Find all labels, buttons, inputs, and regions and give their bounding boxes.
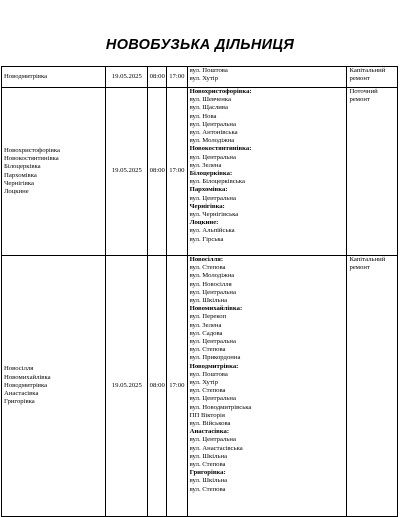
start-time-cell: 08:00 [148, 88, 167, 256]
street-name: вул. Степова [189, 461, 226, 469]
street-name: вул. Перекоп [189, 313, 227, 321]
settlement-name: Новосілля [4, 365, 34, 373]
table-row [2, 88, 398, 256]
street-name: вул. Щаслива [189, 104, 228, 112]
settlements-cell [2, 67, 106, 88]
street-name: вул. Прикордонна [189, 354, 241, 362]
street-name: вул. Зелена [189, 161, 222, 169]
street-name: вул. Новодмитрівська [189, 403, 252, 411]
streets-cell [187, 67, 347, 88]
settlement-heading: Лоцкине: [189, 219, 219, 227]
work-type-cell: Капітальний ремонт [347, 67, 398, 88]
settlement-heading: Новомихайлівка: [189, 305, 243, 313]
date-cell: 19.05.2025 [106, 88, 148, 256]
street-name: вул. Степова [189, 264, 226, 272]
settlement-heading: Новодмитрівка: [189, 362, 239, 370]
date-cell: 19.05.2025 [106, 67, 148, 88]
settlement-name: Новохристофорівка [4, 146, 61, 154]
settlement-name: Григорівка [4, 398, 35, 406]
settlement-name: Новодмитрівка [4, 72, 48, 80]
settlements-cell [2, 88, 106, 256]
settlement-name: Лоцкине [4, 187, 29, 195]
date-cell: 19.05.2025 [106, 256, 148, 517]
settlement-heading: Білоцерківка: [189, 170, 233, 178]
street-name: вул. Чернігівська [189, 211, 239, 219]
work-type-cell: Капітальний ремонт [347, 256, 398, 517]
street-name: вул. Новосілля [189, 280, 232, 288]
streets-cell [187, 88, 347, 256]
street-name: вул. Нова [189, 112, 217, 120]
street-name: вул. Зелена [189, 321, 222, 329]
settlement-name: Анастасівка [4, 390, 39, 398]
table-row [2, 256, 398, 517]
settlement-heading: Чернігівка: [189, 202, 225, 210]
street-name: вул. Антонівська [189, 129, 238, 137]
settlement-name: Новодмитрівка [4, 381, 48, 389]
street-name: вул. Анастасівська [189, 444, 243, 452]
end-time-cell: 17:00 [167, 88, 188, 256]
settlement-heading: Новосілля: [189, 256, 224, 263]
end-time-cell: 17:00 [167, 256, 188, 517]
street-name: вул. Поштова [189, 67, 228, 74]
street-name: вул. Шкільна [189, 452, 228, 460]
settlement-heading: Григорівка: [189, 469, 226, 477]
street-name: вул. Шкільна [189, 477, 228, 485]
street-name: вул. Військова [189, 420, 231, 428]
settlement-heading: Пархомівка: [189, 186, 228, 194]
outage-table-body [2, 67, 398, 517]
street-name: ПП Вікторія [189, 411, 225, 419]
street-name: вул. Молодіжна [189, 272, 235, 280]
page-title: НОВОБУЗЬКА ДІЛЬНИЦЯ [105, 37, 295, 53]
settlement-heading: Анастасівка: [189, 428, 230, 436]
street-name: вул. Шкільна [189, 297, 228, 305]
street-name: вул. Центральна [189, 395, 236, 403]
settlement-name: Пархомівка [4, 171, 37, 179]
end-time-cell: 17:00 [167, 67, 188, 88]
streets-cell [187, 256, 347, 517]
table-row [2, 67, 398, 88]
outage-table [1, 66, 398, 517]
settlement-heading: Новохристофорівка: [189, 88, 252, 95]
street-name: вул. Степова [189, 346, 226, 354]
street-name: вул. Шевченка [189, 96, 231, 104]
settlement-name: Білоцерківка [4, 163, 41, 171]
street-name: вул. Центральна [189, 288, 236, 296]
street-name: вул. Степова [189, 387, 226, 395]
street-name: вул. Садова [189, 329, 223, 337]
settlement-name: Чернігівка [4, 179, 34, 187]
street-name: вул. Центральна [189, 338, 236, 346]
settlements-cell [2, 256, 106, 517]
street-name: вул. Альпійська [189, 227, 235, 235]
settlement-heading: Новокостянтинівка: [189, 145, 252, 153]
street-name: вул. Білоцерківська [189, 178, 245, 186]
street-name: вул. Центральна [189, 436, 236, 444]
settlement-name: Новокостянтинівка [4, 155, 59, 163]
street-name: вул. Молодіжна [189, 137, 235, 145]
settlement-name: Новомихайлівка [4, 373, 51, 381]
street-name: вул. Степова [189, 485, 226, 493]
street-name: вул. Центральна [189, 120, 236, 128]
street-name: вул. Центральна [189, 194, 236, 202]
street-name: вул. Центральна [189, 153, 236, 161]
street-name: вул. Хутір [189, 75, 218, 83]
street-name: вул. Поштова [189, 370, 228, 378]
street-name: вул. Гірська [189, 235, 224, 243]
start-time-cell: 08:00 [148, 256, 167, 517]
street-name: вул. Хутір [189, 379, 218, 387]
start-time-cell: 08:00 [148, 67, 167, 88]
work-type-cell: Поточний ремонт [347, 88, 398, 256]
